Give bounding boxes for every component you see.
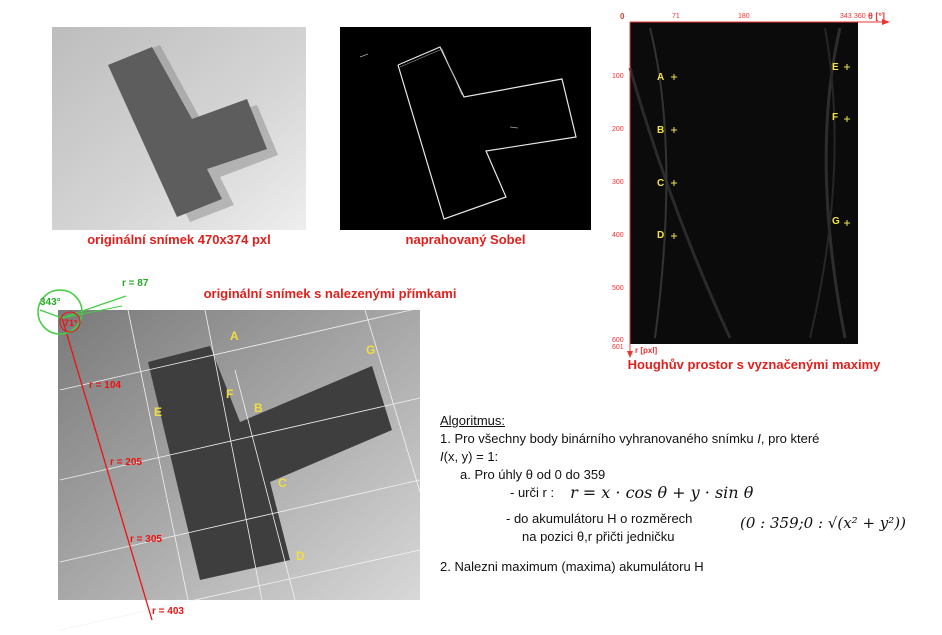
algorithm-step1: 1. Pro všechny body binárního vyhranovaného snímku I, pro které: [440, 431, 820, 446]
hough-caption: Houghův prostor s vyznačenými maximy: [627, 357, 881, 372]
hough-max-F: F: [832, 112, 839, 123]
label-r-205: r = 205: [110, 457, 142, 468]
lines-caption: originální snímek s nalezenými přímkami: [203, 286, 457, 301]
label-angle-343: 343°: [40, 297, 61, 308]
line-label-E: E: [154, 405, 163, 419]
hough-ytick-300: 300: [612, 179, 624, 186]
label-r-87: r = 87: [122, 278, 149, 289]
formula-range: (0 : 359;0 : √(x² + y²)): [740, 514, 906, 532]
algorithm-step1-line2: I(x, y) = 1:: [440, 449, 499, 464]
original-caption: originální snímek 470x374 pxl: [87, 232, 271, 247]
hough-ytick-100: 100: [612, 73, 624, 80]
label-r-305: r = 305: [130, 534, 162, 545]
hough-max-D: D: [657, 230, 665, 241]
algorithm-sub-r: - urči r : r = x · cos θ + y · sin θ: [510, 483, 754, 502]
line-label-F: F: [226, 387, 234, 401]
sobel-panel: [340, 27, 591, 230]
hough-max-C: C: [657, 178, 665, 189]
hough-max-B: B: [657, 125, 665, 136]
sobel-image: [340, 27, 591, 230]
line-label-B: B: [254, 401, 263, 415]
lines-panel: [0, 270, 430, 630]
hough-space: [610, 8, 892, 358]
hough-tick-360: 360: [854, 13, 866, 20]
hough-theta-label: θ [°]: [868, 11, 885, 21]
hough-r-label: r [pxl]: [635, 346, 658, 355]
line-label-A: A: [230, 329, 239, 343]
algorithm-step2: 2. Nalezni maximum (maxima) akumulátoru H: [440, 559, 704, 574]
original-image-panel: [52, 27, 306, 230]
label-angle-71: 71°: [64, 318, 78, 328]
lines-image: [0, 270, 430, 630]
hough-max-A: A: [657, 72, 665, 83]
original-image: [52, 27, 306, 230]
formula-r: r = x · cos θ + y · sin θ: [570, 483, 754, 502]
line-label-D: D: [296, 549, 305, 563]
label-r-403: r = 403: [152, 606, 184, 617]
hough-ytick-500: 500: [612, 285, 624, 292]
algorithm-sub-acc: - do akumulátoru H o rozměrech na pozici θ,r přičti jedničku (0 : 359;0 : √(x² + y²)): [506, 511, 906, 544]
line-label-G: G: [366, 343, 376, 357]
algorithm-heading: Algoritmus:: [440, 413, 506, 428]
hough-panel: [610, 8, 892, 358]
hough-max-E: E: [832, 62, 839, 73]
hough-ytick-600: 600: [612, 337, 624, 344]
hough-ytick-601: 601: [612, 344, 624, 351]
sobel-caption: naprahovaný Sobel: [405, 232, 526, 247]
algorithm-block: [440, 412, 920, 576]
hough-tick-180: 180: [738, 13, 750, 20]
hough-ytick-400: 400: [612, 232, 624, 239]
hough-max-G: G: [832, 216, 840, 227]
label-r-104: r = 104: [89, 380, 121, 391]
hough-tick-0: 0: [620, 12, 625, 21]
hough-ytick-200: 200: [612, 126, 624, 133]
hough-tick-343: 343: [840, 13, 852, 20]
hough-tick-71: 71: [672, 13, 680, 20]
algorithm-sub-a: a. Pro úhly θ od 0 do 359: [460, 467, 606, 482]
line-label-C: C: [278, 476, 287, 490]
